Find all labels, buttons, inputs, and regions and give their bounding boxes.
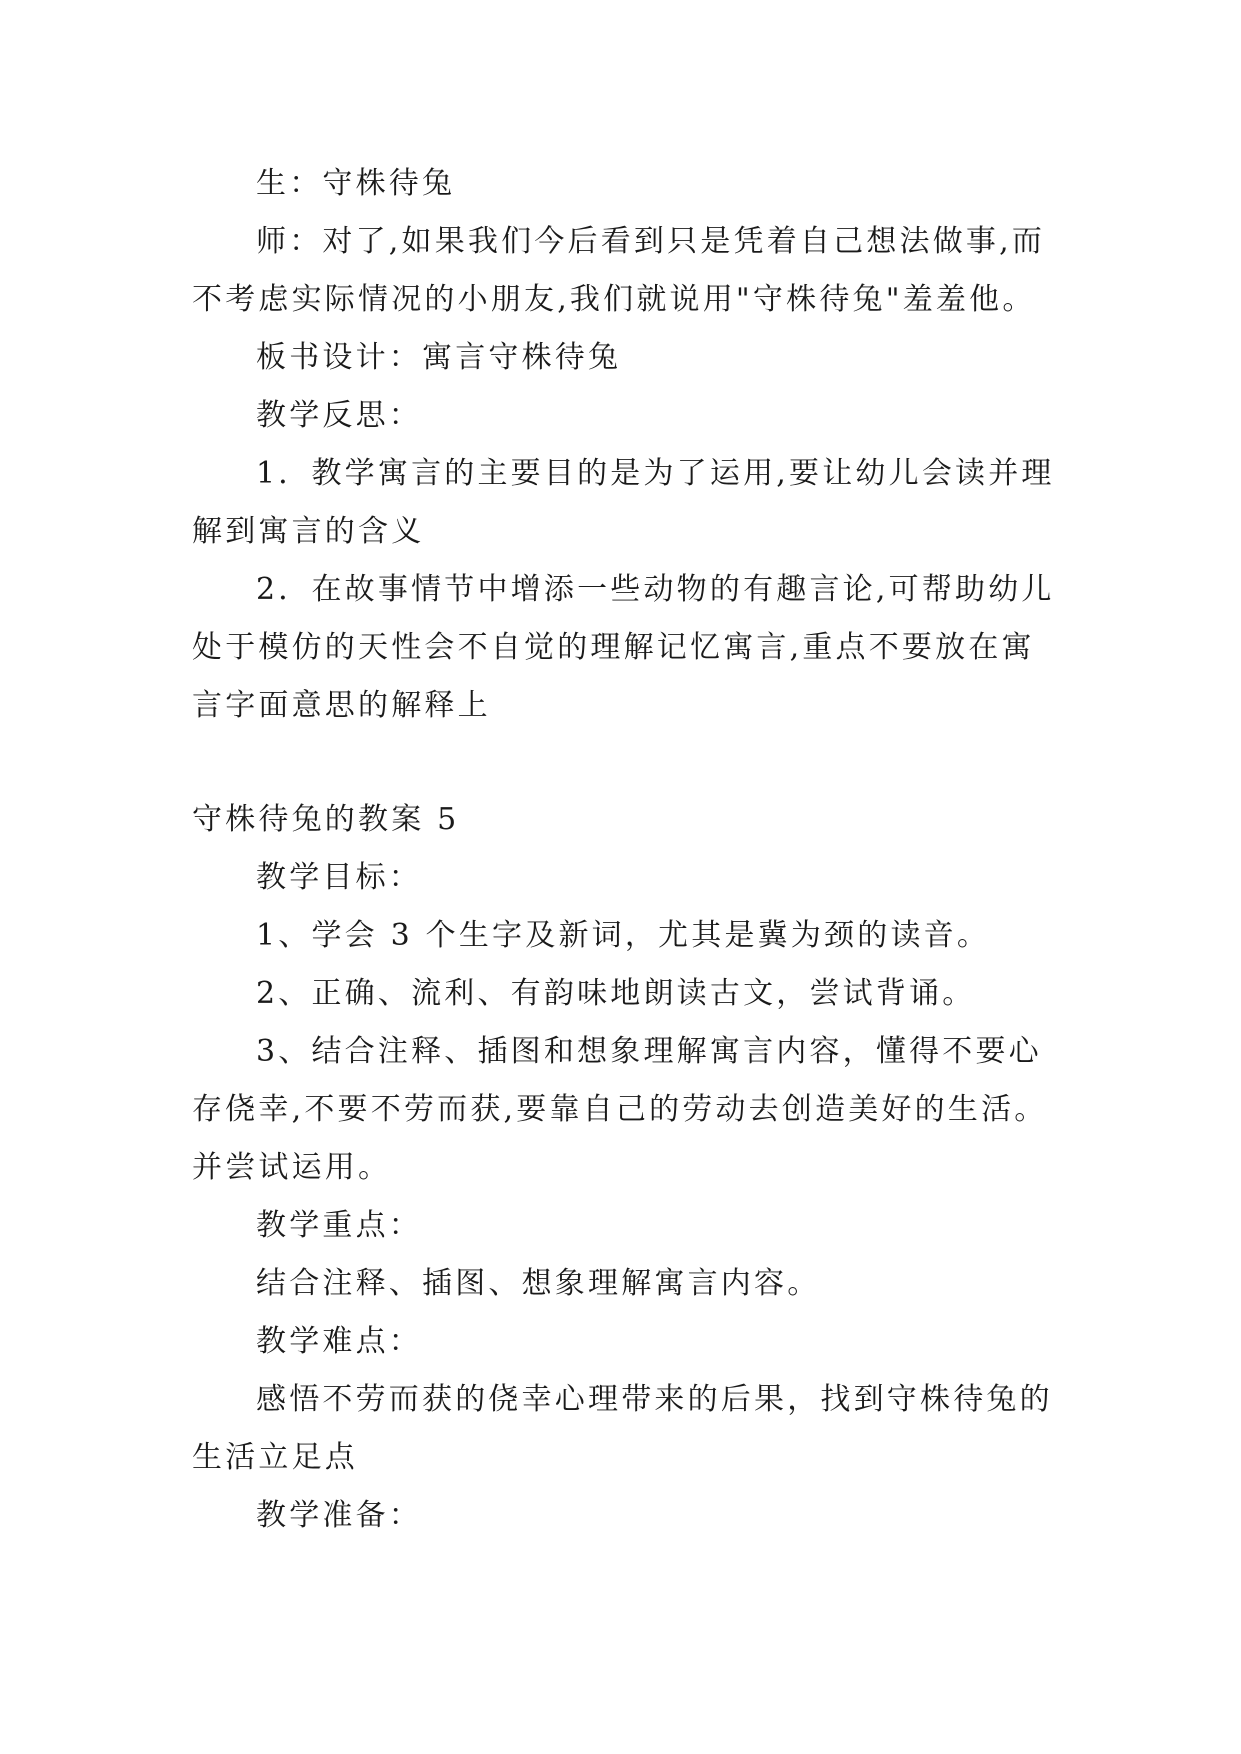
objective-item-3-continued: 存侥幸,不要不劳而获,要靠自己的劳动去创造美好的生活。 bbox=[192, 1092, 1048, 1127]
teaching-focus-heading: 教学重点： bbox=[256, 1208, 422, 1243]
teaching-difficulty-heading: 教学难点： bbox=[256, 1324, 422, 1359]
objective-item-3-continued-2: 并尝试运用。 bbox=[192, 1150, 392, 1185]
dialogue-teacher-line-continued: 不考虑实际情况的小朋友,我们就说用"守株待兔"羞羞他。 bbox=[192, 282, 1036, 317]
teaching-difficulty-text-continued: 生活立足点 bbox=[192, 1440, 358, 1475]
objective-item-1: 1、学会 3 个生字及新词，尤其是冀为颈的读音。 bbox=[256, 918, 991, 953]
objective-item-3: 3、结合注释、插图和想象理解寓言内容，懂得不要心 bbox=[256, 1034, 1042, 1069]
dialogue-teacher-line: 师：对了,如果我们今后看到只是凭着自己想法做事,而 bbox=[256, 224, 1046, 259]
section-title: 守株待兔的教案 5 bbox=[192, 802, 460, 837]
objective-item-2: 2、正确、流利、有韵味地朗读古文，尝试背诵。 bbox=[256, 976, 976, 1011]
reflection-item-2-continued-2: 言字面意思的解释上 bbox=[192, 688, 491, 723]
teaching-difficulty-text: 感悟不劳而获的侥幸心理带来的后果，找到守株待兔的 bbox=[256, 1382, 1053, 1417]
teaching-focus-text: 结合注释、插图、想象理解寓言内容。 bbox=[256, 1266, 821, 1301]
teaching-reflection-heading: 教学反思： bbox=[256, 398, 422, 433]
teaching-objectives-heading: 教学目标： bbox=[256, 860, 422, 895]
board-design-line: 板书设计：寓言守株待兔 bbox=[256, 340, 622, 375]
reflection-item-2-continued: 处于模仿的天性会不自觉的理解记忆寓言,重点不要放在寓 bbox=[192, 630, 1035, 665]
reflection-item-2: 2．在故事情节中增添一些动物的有趣言论,可帮助幼儿 bbox=[256, 572, 1055, 607]
reflection-item-1: 1．教学寓言的主要目的是为了运用,要让幼儿会读并理 bbox=[256, 456, 1055, 491]
dialogue-student-line: 生：守株待兔 bbox=[256, 166, 456, 201]
reflection-item-1-continued: 解到寓言的含义 bbox=[192, 514, 425, 549]
teaching-preparation-heading: 教学准备： bbox=[256, 1498, 422, 1533]
